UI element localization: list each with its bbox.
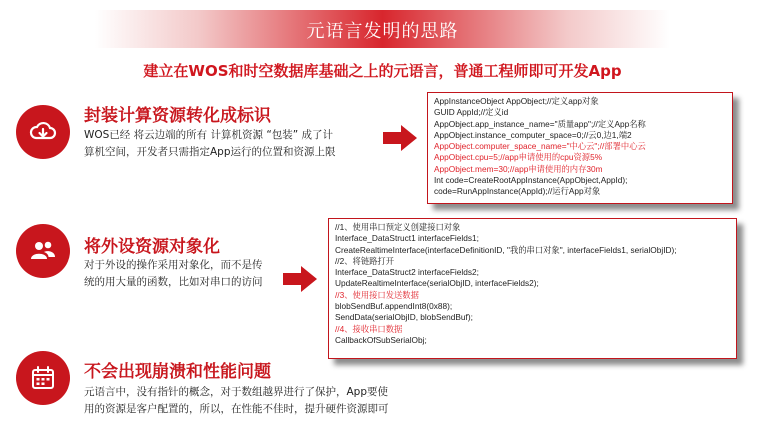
code-line: Interface_DataStruct1 interfaceFields1; <box>335 233 479 244</box>
code-line: CallbackOfSubSerialObj; <box>335 334 427 345</box>
body-line: 算机空间，开发者只需指定App运行的位置和资源上限 <box>84 146 336 158</box>
section-title-encapsulate: 封装计算资源转化成标识 <box>84 106 271 126</box>
code-line: //3、使用接口发送数据 <box>335 289 419 300</box>
code-line: GUID AppId;//定义id <box>434 107 509 118</box>
code-line: //1、使用串口预定义创建接口对象 <box>335 222 461 232</box>
section-title-stability: 不会出现崩溃和性能问题 <box>84 362 271 382</box>
code-line: Int code=CreateRootAppInstance(AppObject,AppId); <box>434 175 628 186</box>
users-icon <box>16 224 70 278</box>
title-banner <box>95 10 670 48</box>
section-body-encapsulate <box>84 127 384 161</box>
page-title: 元语言发明的思路 <box>306 21 459 42</box>
code-line: AppObject.mem=30;//app申请使用的内存30m <box>434 163 603 174</box>
code-line: AppObject.instance_computer_space=0;//云0,边1,端2 <box>434 129 632 140</box>
arrow-right-icon <box>383 125 417 151</box>
code-line: Interface_DataStruct2 interfaceFields2; <box>335 267 479 278</box>
code-line: //4、接收串口数据 <box>335 323 403 334</box>
section-title-peripheral: 将外设资源对象化 <box>84 237 220 257</box>
code-line: SendData(serialObjID, blobSendBuf); <box>335 312 473 323</box>
code-line: code=RunAppInstance(AppId);//运行App对象 <box>434 186 601 197</box>
code-block-serial-object <box>328 218 737 359</box>
section-body-stability <box>84 384 424 418</box>
arrow-right-icon <box>283 266 317 292</box>
code-line: UpdateRealtimeInterface(serialObjID, interfaceFields2); <box>335 278 539 289</box>
code-line: //2、将链路打开 <box>335 255 395 266</box>
body-line: 统的用大量的函数，比如对串口的访问 <box>84 276 263 288</box>
code-line: AppObject.app_instance_name="质量app";//定义App名称 <box>434 118 646 129</box>
cloud-download-icon <box>16 105 70 159</box>
code-line: CreateRealtimeInterface(interfaceDefinitionID, "我的串口对象", interfaceFields1, serialObjID); <box>335 244 677 255</box>
code-block-app-object <box>427 92 733 204</box>
code-line: blobSendBuf.appendInt8(0x88); <box>335 301 453 312</box>
section-body-peripheral <box>84 257 304 291</box>
body-line: 元语言中，没有指针的概念，对于数组越界进行了保护，App要使 <box>84 386 389 398</box>
code-line: AppInstanceObject AppObject;//定义app对象 <box>434 96 599 106</box>
page-subtitle: 建立在WOS和时空数据库基础之上的元语言，普通工程师即可开发App <box>143 62 622 80</box>
calendar-icon <box>16 351 70 405</box>
body-line: WOS已经 将云边端的所有 计算机资源 “包装” 成了计 <box>84 129 334 141</box>
code-line: AppObject.computer_space_name="中心云";//部署中心云 <box>434 141 646 152</box>
body-line: 用的资源是客户配置的，所以，在性能不佳时，提升硬件资源即可 <box>84 403 389 415</box>
code-line: AppObject.cpu=5;//app申请使用的cpu资源5% <box>434 152 603 163</box>
body-line: 对于外设的操作采用对象化，而不是传 <box>84 259 263 271</box>
